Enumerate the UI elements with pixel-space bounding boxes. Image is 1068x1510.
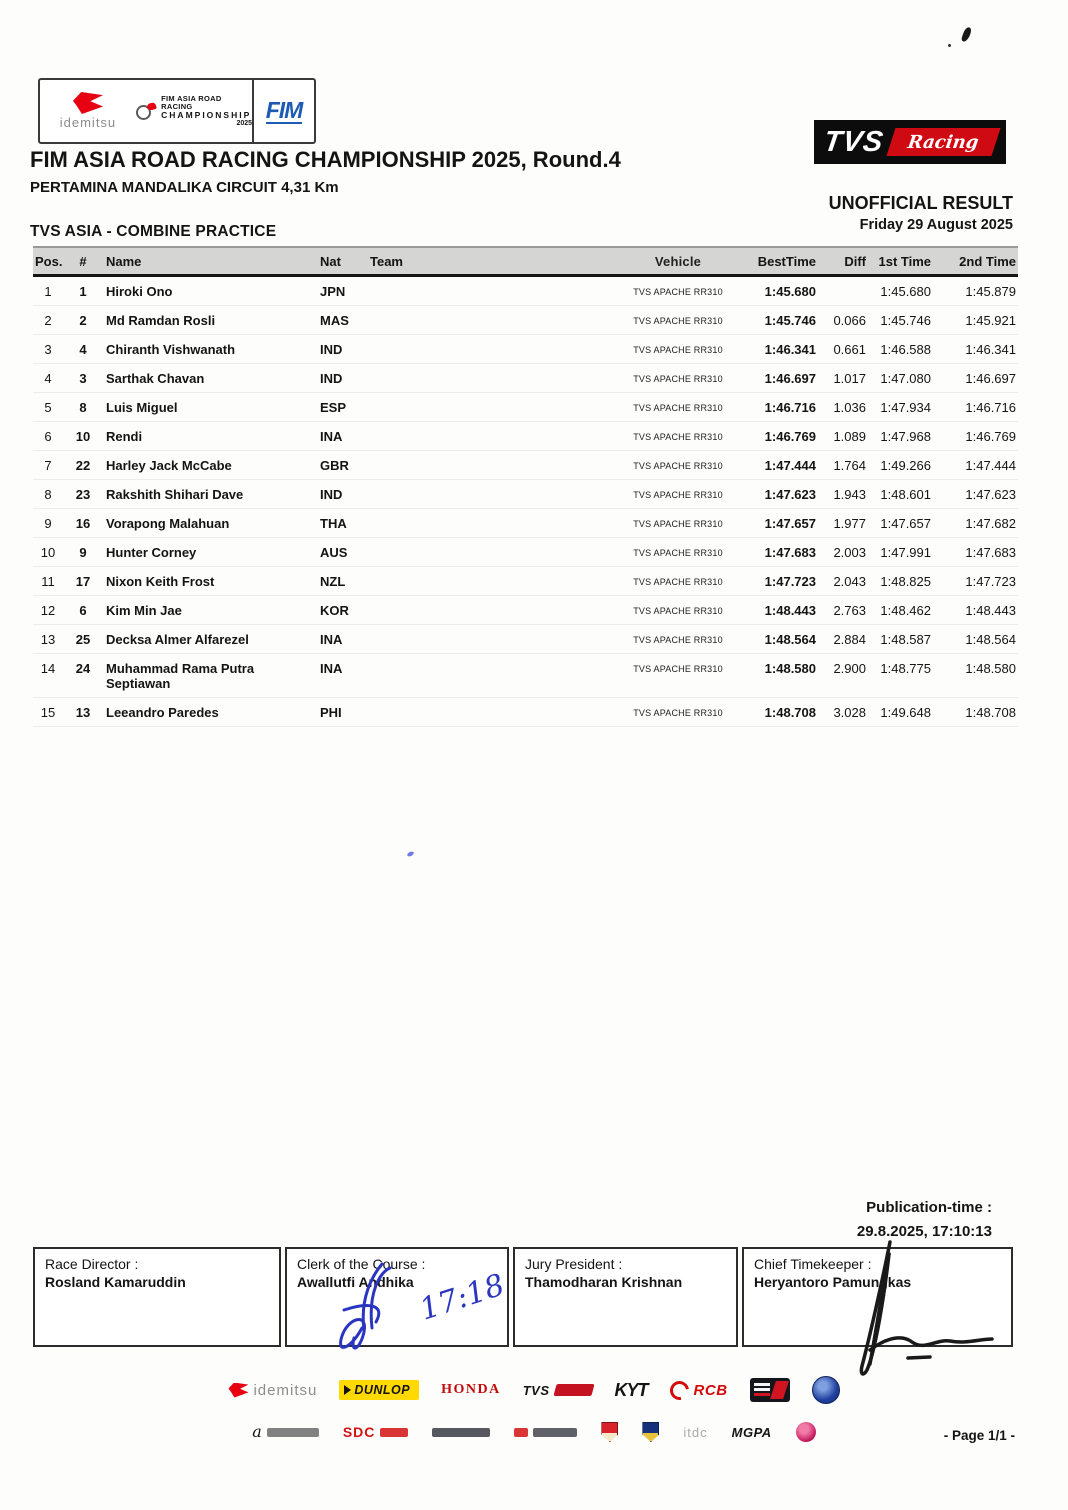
dunlop-logo <box>339 1380 419 1400</box>
itdc-logo <box>683 1425 707 1440</box>
wnr-logo <box>796 1422 816 1442</box>
arrc-badge-icon <box>750 1378 790 1402</box>
cell-diff: 0.661 <box>833 342 866 357</box>
cell-num: 10 <box>75 429 91 444</box>
rcb-logo <box>670 1381 728 1400</box>
cell-num: 4 <box>79 342 87 357</box>
cell-vehicle: TVS APACHE RR310 <box>633 577 723 587</box>
cell-second: 1:47.623 <box>965 487 1016 502</box>
table-row <box>33 393 1018 422</box>
arrc-logo-line2: CHAMPIONSHIP <box>161 109 252 120</box>
cell-name: Rakshith Shihari Dave <box>106 487 244 502</box>
fim-logo <box>254 80 314 142</box>
col-header-team: Team <box>370 253 403 269</box>
cell-vehicle: TVS APACHE RR310 <box>633 461 723 471</box>
shield-a-logo <box>601 1422 618 1442</box>
cell-second: 1:46.341 <box>965 342 1016 357</box>
tvs-racing-logo <box>814 120 1006 164</box>
table-row <box>33 567 1018 596</box>
table-header-row <box>33 246 1018 277</box>
cell-vehicle: TVS APACHE RR310 <box>633 432 723 442</box>
dracer-logo <box>432 1428 490 1437</box>
cell-name: Vorapong Malahuan <box>106 516 230 531</box>
arrc-logo-line1: FIM ASIA ROAD RACING <box>161 93 222 111</box>
cell-nat: JPN <box>320 284 346 299</box>
cell-pos: 7 <box>44 458 52 473</box>
page-title: FIM ASIA ROAD RACING CHAMPIONSHIP 2025, Round.4 <box>30 147 621 172</box>
cell-first: 1:49.648 <box>880 705 931 720</box>
cell-best: 1:47.444 <box>764 458 816 473</box>
cell-diff: 2.763 <box>833 603 866 618</box>
sponsor-logo-row-2 <box>0 1420 1068 1444</box>
dunlop-yellow-box <box>339 1380 419 1400</box>
cell-nat: IND <box>320 342 343 357</box>
gsuper-logo <box>514 1428 577 1437</box>
cell-nat: IND <box>320 487 343 502</box>
cell-best: 1:46.769 <box>764 429 816 444</box>
cell-num: 6 <box>79 603 87 618</box>
shield-emblem-icon <box>642 1422 659 1442</box>
cell-second: 1:47.682 <box>965 516 1016 531</box>
cell-name: Hiroki Ono <box>106 284 173 299</box>
cell-first: 1:48.825 <box>880 574 931 589</box>
sdc-wordmark-blur <box>380 1428 408 1437</box>
cell-pos: 15 <box>40 705 56 720</box>
cell-best: 1:46.697 <box>764 371 816 386</box>
table-row <box>33 480 1018 509</box>
table-row <box>33 625 1018 654</box>
itdc-label: itdc <box>683 1424 708 1440</box>
cell-pos: 1 <box>44 284 52 299</box>
cell-nat: ESP <box>320 400 347 415</box>
official-name: Thamodharan Krishnan <box>525 1274 683 1290</box>
cell-num: 22 <box>75 458 91 473</box>
table-row <box>33 654 1018 698</box>
shield-emblem-icon <box>601 1422 618 1442</box>
table-row <box>33 277 1018 306</box>
cell-best: 1:45.746 <box>764 313 816 328</box>
rcb-swoosh-icon <box>666 1377 692 1403</box>
cell-second: 1:48.580 <box>965 661 1016 676</box>
cell-vehicle: TVS APACHE RR310 <box>633 519 723 529</box>
cell-first: 1:47.968 <box>880 429 931 444</box>
cell-name: Leeandro Paredes <box>106 705 219 720</box>
cell-diff: 1.977 <box>833 516 866 531</box>
cell-num: 3 <box>79 371 87 386</box>
cell-vehicle: TVS APACHE RR310 <box>633 316 723 326</box>
clerk-time-annotation: 17:18 <box>415 1267 509 1328</box>
cell-best: 1:48.580 <box>764 661 816 676</box>
idemitsu-logo-label: idemitsu <box>59 115 117 130</box>
cell-best: 1:47.683 <box>764 545 816 560</box>
honda-label: HONDA <box>441 1382 501 1397</box>
cell-nat: INA <box>320 632 343 647</box>
cell-pos: 2 <box>44 313 52 328</box>
cell-first: 1:47.657 <box>880 516 931 531</box>
cell-second: 1:47.444 <box>965 458 1016 473</box>
idemitsu-logo <box>40 80 136 142</box>
ink-dot <box>948 44 951 47</box>
cell-best: 1:45.680 <box>764 284 816 299</box>
cell-pos: 4 <box>44 371 52 386</box>
table-row <box>33 451 1018 480</box>
cell-first: 1:47.080 <box>880 371 931 386</box>
cell-vehicle: TVS APACHE RR310 <box>633 606 723 616</box>
cell-name: Hunter Corney <box>106 545 197 560</box>
cell-best: 1:48.564 <box>764 632 816 647</box>
cell-vehicle: TVS APACHE RR310 <box>633 708 723 718</box>
cell-pos: 11 <box>41 574 55 589</box>
cell-name: Chiranth Vishwanath <box>106 342 236 357</box>
official-role: Clerk of the Course : <box>297 1256 426 1272</box>
official-role: Jury President : <box>525 1256 623 1272</box>
shield-b-logo <box>642 1422 659 1442</box>
official-role: Chief Timekeeper : <box>754 1256 872 1272</box>
imi-emblem-icon <box>812 1376 840 1404</box>
cell-best: 1:48.708 <box>764 705 816 720</box>
cell-second: 1:45.921 <box>965 313 1016 328</box>
table-row <box>33 538 1018 567</box>
idemitsu-label: idemitsu <box>253 1381 318 1399</box>
cell-vehicle: TVS APACHE RR310 <box>633 345 723 355</box>
cell-num: 23 <box>75 487 91 502</box>
alpine-wordmark-blur <box>267 1428 319 1437</box>
tvs-logo-word: TVS <box>821 125 886 158</box>
wnr-emblem-icon <box>796 1422 816 1442</box>
results-table <box>33 246 1018 727</box>
cell-pos: 14 <box>40 661 56 676</box>
table-row <box>33 364 1018 393</box>
col-header-number: # <box>79 253 87 269</box>
cell-second: 1:46.716 <box>965 400 1016 415</box>
cell-diff: 2.900 <box>833 661 866 676</box>
cell-pos: 6 <box>44 429 52 444</box>
cell-num: 8 <box>79 400 87 415</box>
dunlop-label: DUNLOP <box>354 1383 411 1397</box>
table-row <box>33 698 1018 727</box>
page-number: - Page 1/1 - <box>943 1428 1015 1443</box>
cell-second: 1:46.769 <box>965 429 1016 444</box>
gsuper-wordmark-blur <box>514 1428 528 1437</box>
dunlop-arrow-icon <box>344 1385 351 1395</box>
kyt-logo <box>615 1380 648 1401</box>
col-header-1st-time: 1st Time <box>878 253 931 269</box>
cell-num: 13 <box>75 705 91 720</box>
cell-pos: 8 <box>44 487 52 502</box>
racing-logo-word: Racing <box>906 131 981 153</box>
mgpa-label: MGPA <box>731 1424 772 1440</box>
official-box-jury-president <box>513 1247 738 1347</box>
cell-first: 1:48.462 <box>880 603 931 618</box>
cell-nat: THA <box>320 516 347 531</box>
cell-num: 9 <box>79 545 87 560</box>
cell-name: Luis Miguel <box>106 400 178 415</box>
cell-first: 1:45.746 <box>880 313 931 328</box>
cell-name: Kim Min Jae <box>106 603 182 618</box>
cell-diff: 3.028 <box>833 705 866 720</box>
arrc-logo-year: 2025 <box>236 119 253 127</box>
official-role: Race Director : <box>45 1256 139 1272</box>
cell-pos: 10 <box>40 545 56 560</box>
cell-name: Muhammad Rama Putra Septiawan <box>106 661 255 691</box>
cell-name: Harley Jack McCabe <box>106 458 232 473</box>
cell-diff: 1.089 <box>833 429 866 444</box>
cell-first: 1:47.991 <box>880 545 931 560</box>
col-header-pos: Pos. <box>35 253 63 269</box>
col-header-vehicle: Vehicle <box>654 253 702 269</box>
cell-nat: NZL <box>320 574 346 589</box>
dracer-wordmark-blur <box>432 1428 490 1437</box>
cell-vehicle: TVS APACHE RR310 <box>633 403 723 413</box>
cell-first: 1:47.934 <box>880 400 931 415</box>
cell-vehicle: TVS APACHE RR310 <box>633 490 723 500</box>
cell-second: 1:48.443 <box>965 603 1016 618</box>
cell-second: 1:46.697 <box>965 371 1016 386</box>
sdc-logo <box>343 1424 409 1440</box>
col-header-name: Name <box>106 253 142 269</box>
cell-diff: 2.043 <box>833 574 866 589</box>
table-row <box>33 335 1018 364</box>
gsuper-wordmark-blur <box>533 1428 577 1437</box>
fim-logo-label: FIM <box>265 96 303 123</box>
cell-second: 1:48.708 <box>965 705 1016 720</box>
table-row <box>33 509 1018 538</box>
blue-fleck <box>406 851 414 858</box>
cell-best: 1:47.623 <box>764 487 816 502</box>
cell-pos: 5 <box>44 400 52 415</box>
idemitsu-logo <box>228 1382 317 1399</box>
cell-diff: 2.884 <box>833 632 866 647</box>
cell-num: 17 <box>75 574 91 589</box>
cell-num: 2 <box>79 313 87 328</box>
cell-second: 1:45.879 <box>965 284 1016 299</box>
cell-pos: 3 <box>44 342 52 357</box>
cell-pos: 12 <box>40 603 56 618</box>
cell-nat: KOR <box>320 603 349 618</box>
cell-num: 1 <box>79 284 87 299</box>
alpine-logo <box>252 1424 319 1440</box>
cell-first: 1:48.587 <box>880 632 931 647</box>
session-title: TVS ASIA - COMBINE PRACTICE <box>30 223 277 240</box>
cell-diff: 1.017 <box>833 371 866 386</box>
col-header-2nd-time: 2nd Time <box>959 253 1016 269</box>
col-header-diff: Diff <box>844 253 866 269</box>
table-body <box>33 277 1018 727</box>
officials-row <box>33 1247 1013 1347</box>
mgpa-logo <box>732 1425 772 1440</box>
tvs-red-tail <box>553 1384 594 1396</box>
table-row <box>33 422 1018 451</box>
official-box-race-director <box>33 1247 281 1347</box>
cell-nat: INA <box>320 429 343 444</box>
col-header-nat: Nat <box>320 253 341 269</box>
cell-name: Nixon Keith Frost <box>106 574 215 589</box>
official-name: Rosland Kamaruddin <box>45 1274 186 1290</box>
cell-vehicle: TVS APACHE RR310 <box>633 287 723 297</box>
circuit-subtitle: PERTAMINA MANDALIKA CIRCUIT 4,31 Km <box>30 179 339 196</box>
cell-first: 1:46.588 <box>880 342 931 357</box>
cell-diff: 1.764 <box>833 458 866 473</box>
idemitsu-flame-icon <box>228 1383 248 1398</box>
result-date: Friday 29 August 2025 <box>859 217 1013 233</box>
cell-nat: MAS <box>320 313 349 328</box>
cell-best: 1:48.443 <box>764 603 816 618</box>
championship-logo-box <box>38 78 316 144</box>
col-header-besttime: BestTime <box>757 253 816 269</box>
publication-time <box>857 1196 992 1244</box>
result-status: UNOFFICIAL RESULT <box>828 193 1013 213</box>
official-name: Heryantoro Pamungkas <box>754 1274 912 1290</box>
cell-first: 1:49.266 <box>880 458 931 473</box>
cell-first: 1:48.775 <box>880 661 931 676</box>
cell-pos: 13 <box>40 632 56 647</box>
cell-name: Md Ramdan Rosli <box>106 313 216 328</box>
cell-vehicle: TVS APACHE RR310 <box>633 548 723 558</box>
tvs-logo <box>523 1383 593 1398</box>
cell-second: 1:47.723 <box>965 574 1016 589</box>
arrc-logo <box>136 80 254 142</box>
cell-diff: 1.036 <box>833 400 866 415</box>
tvs-label: TVS <box>522 1382 550 1398</box>
kyt-label: KYT <box>614 1379 648 1400</box>
table-row <box>33 596 1018 625</box>
imi-emblem-logo <box>812 1376 840 1404</box>
cell-second: 1:47.683 <box>965 545 1016 560</box>
official-box-chief-timekeeper <box>742 1247 1013 1347</box>
cell-second: 1:48.564 <box>965 632 1016 647</box>
cell-nat: PHI <box>320 705 342 720</box>
publication-label: Publication-time : <box>866 1199 992 1216</box>
cell-best: 1:46.341 <box>764 342 816 357</box>
cell-vehicle: TVS APACHE RR310 <box>633 664 723 674</box>
official-box-clerk-of-course <box>285 1247 509 1347</box>
motorcycle-icon <box>136 102 157 120</box>
cell-num: 24 <box>75 661 91 676</box>
publication-value: 29.8.2025, 17:10:13 <box>856 1223 992 1240</box>
cell-best: 1:47.657 <box>764 516 816 531</box>
table-row <box>33 306 1018 335</box>
cell-first: 1:48.601 <box>880 487 931 502</box>
racing-logo-box <box>887 128 1001 156</box>
cell-diff: 1.943 <box>833 487 866 502</box>
cell-pos: 9 <box>44 516 52 531</box>
cell-nat: GBR <box>320 458 349 473</box>
cell-best: 1:47.723 <box>764 574 816 589</box>
sdc-label: SDC <box>342 1424 376 1440</box>
cell-nat: IND <box>320 371 343 386</box>
honda-logo <box>441 1382 501 1398</box>
cell-vehicle: TVS APACHE RR310 <box>633 635 723 645</box>
cell-best: 1:46.716 <box>764 400 816 415</box>
arrc-badge-logo <box>750 1378 790 1402</box>
alpine-label: a <box>252 1422 262 1441</box>
cell-nat: INA <box>320 661 343 676</box>
cell-name: Sarthak Chavan <box>106 371 205 386</box>
cell-diff: 0.066 <box>833 313 866 328</box>
cell-first: 1:45.680 <box>880 284 931 299</box>
sponsor-logo-row-1 <box>0 1374 1068 1406</box>
cell-num: 25 <box>75 632 91 647</box>
rcb-label: RCB <box>693 1381 728 1399</box>
cell-vehicle: TVS APACHE RR310 <box>633 374 723 384</box>
cell-name: Decksa Almer Alfarezel <box>106 632 249 647</box>
ink-mark <box>961 26 972 42</box>
official-name: Awallutfi Andhika <box>297 1274 414 1290</box>
cell-name: Rendi <box>106 429 143 444</box>
cell-num: 16 <box>75 516 91 531</box>
idemitsu-flame-icon <box>73 92 103 114</box>
cell-diff: 2.003 <box>833 545 866 560</box>
cell-nat: AUS <box>320 545 348 560</box>
